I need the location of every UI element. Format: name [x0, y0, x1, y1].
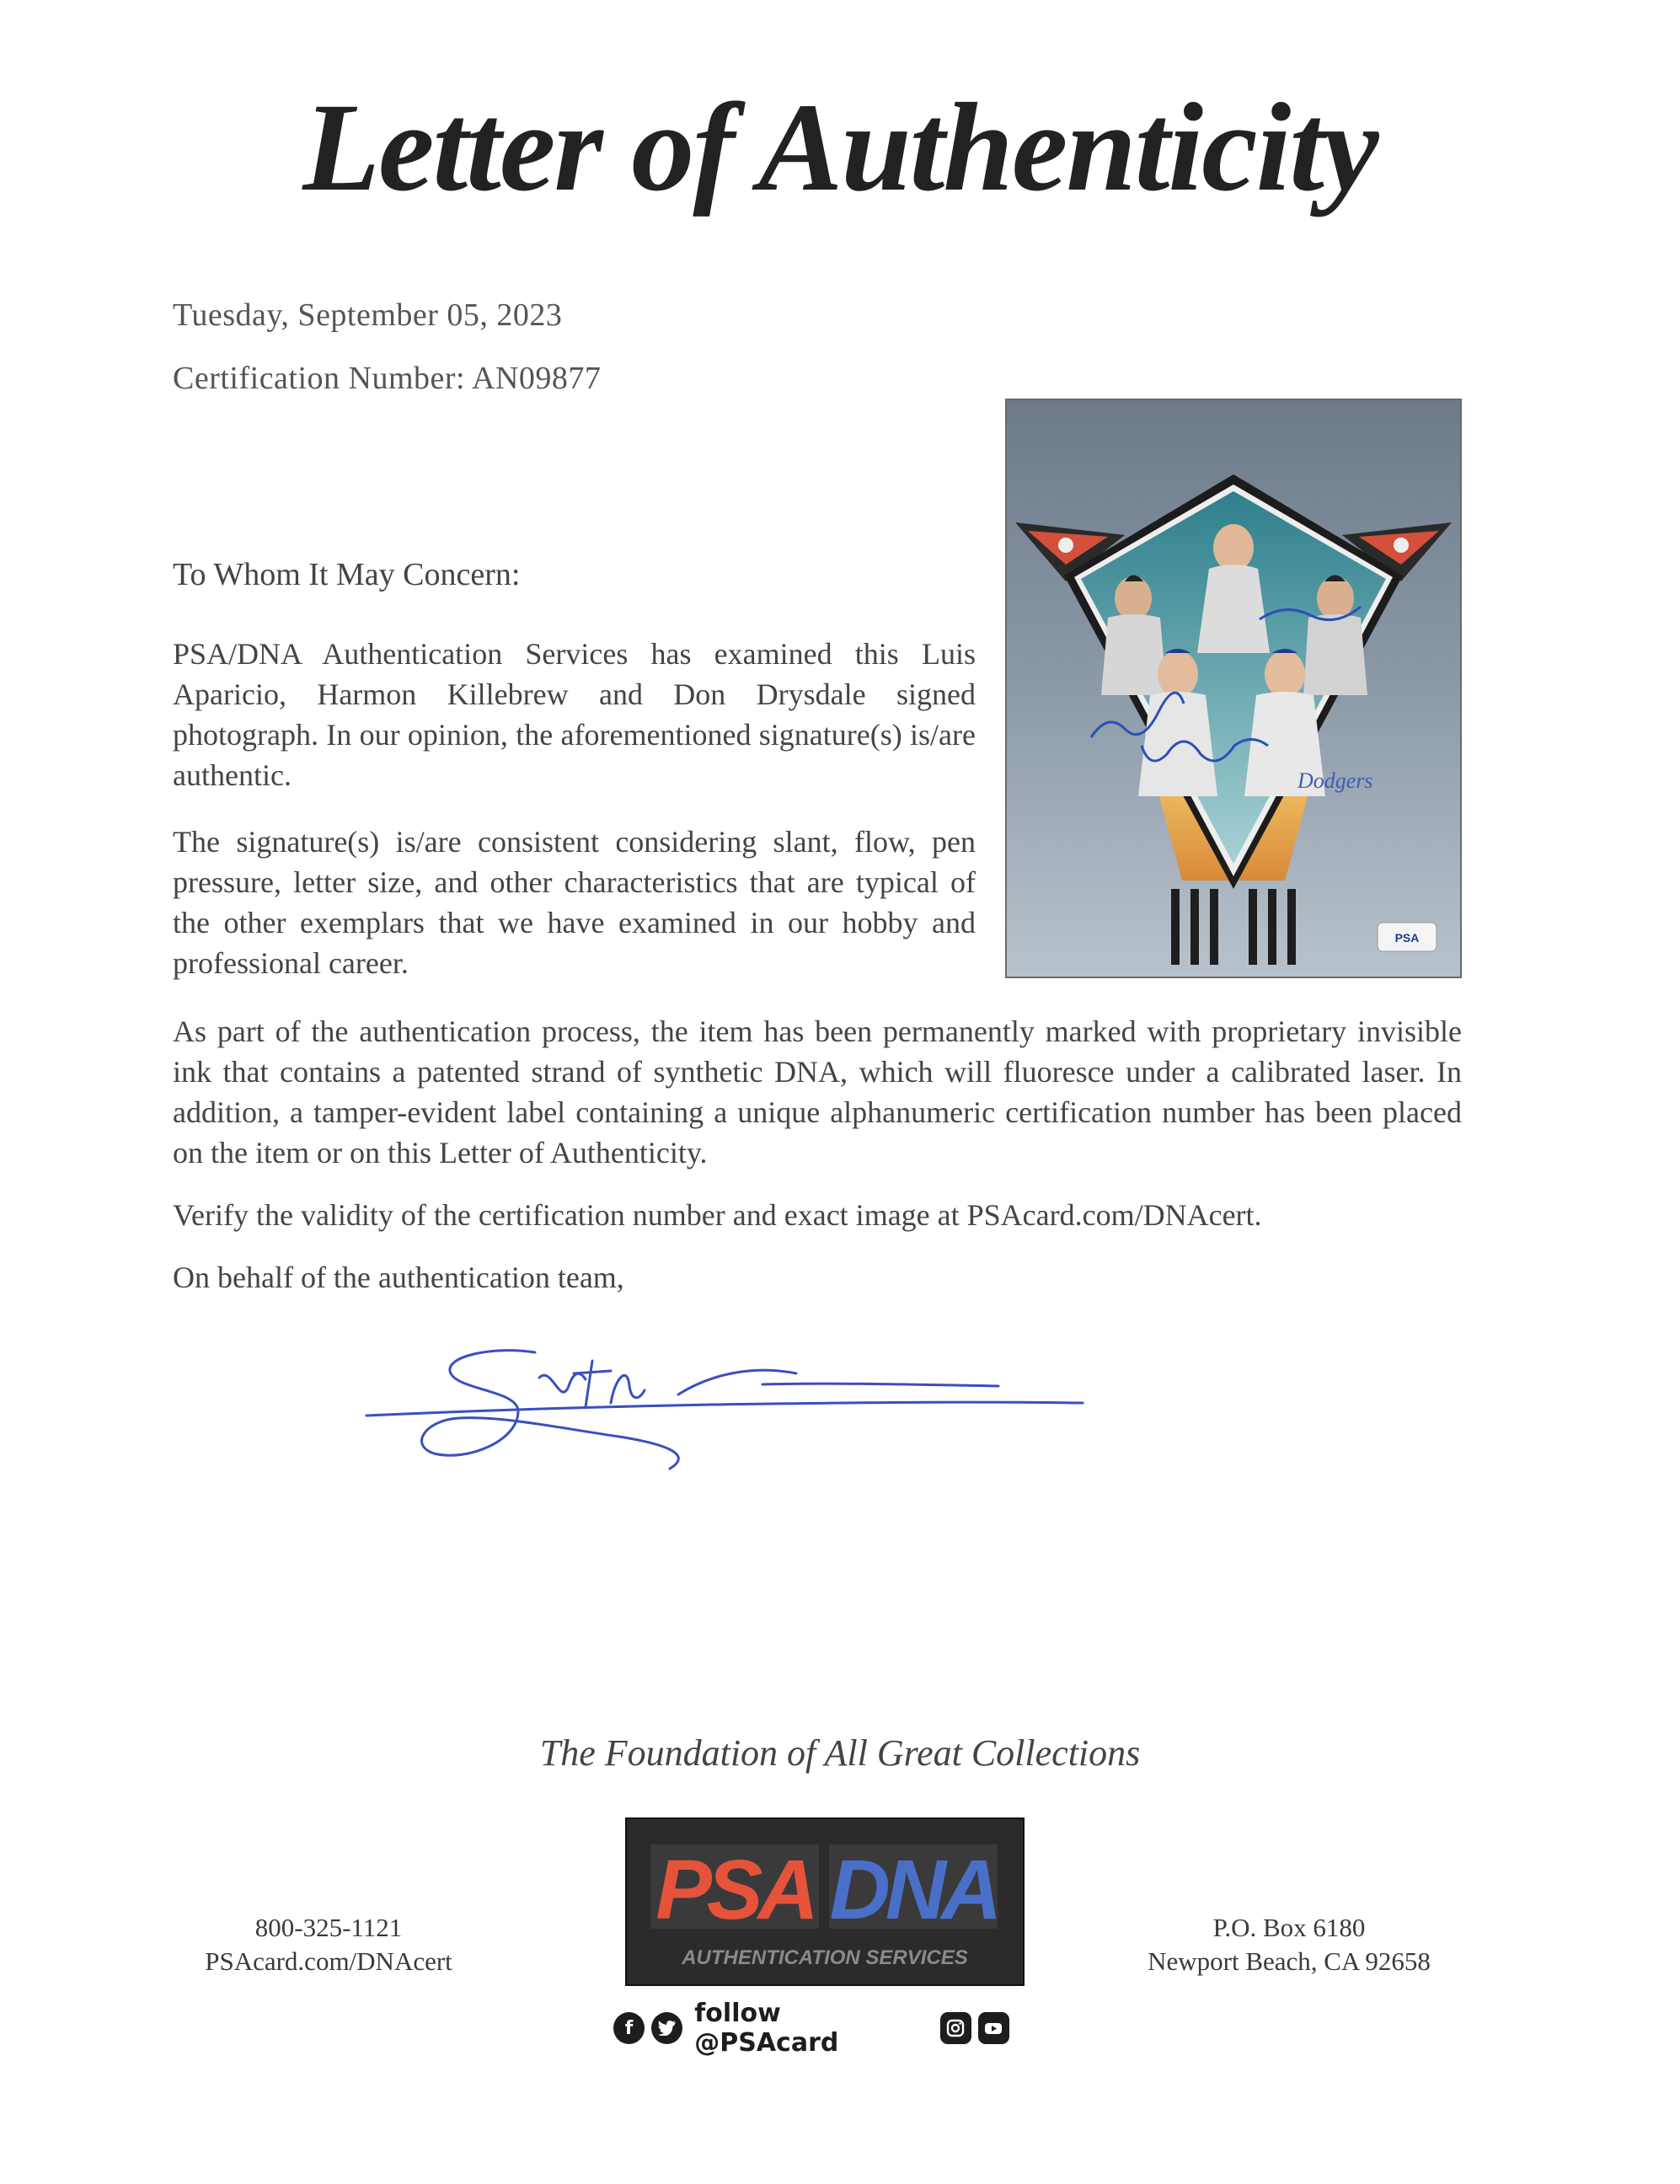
letter-title: [0, 25, 1680, 261]
certification-line: [173, 360, 601, 397]
facebook-icon[interactable]: f: [613, 2012, 645, 2044]
footer-website[interactable]: PSAcard.com/DNAcert: [205, 1946, 452, 1976]
logo-dna-text: DNA: [829, 1843, 998, 1937]
footer-po-box: P.O. Box 6180: [1212, 1913, 1366, 1942]
youtube-icon[interactable]: [978, 2012, 1009, 2044]
social-follow-text[interactable]: follow @PSAcard: [694, 1999, 839, 2058]
footer-tagline: The Foundation of All Great Collections: [539, 1732, 1141, 1774]
footer-phone: 800-325-1121: [254, 1913, 403, 1942]
photograph-artwork: [1007, 400, 1460, 977]
instagram-icon[interactable]: [940, 2012, 971, 2044]
psa-hologram-label: PSA: [1394, 931, 1420, 945]
paragraph-process: As part of the authentication process, the item has been permanently marked with proprietary invisible ink that contains a patented strand of synthetic DNA, which will fluoresce under a calibrated laser. In addition, a tamper-evident label containing a unique alphanumeric certification number has been placed on the item or on this Letter of Authenticity.: [173, 1014, 1462, 1170]
photo-cap-lettering: Dodgers: [1297, 768, 1373, 793]
footer-city: Newport Beach, CA 92658: [1148, 1946, 1431, 1976]
letter-title-text: Letter of Authenticity: [302, 78, 1378, 217]
logo-psa-text: PSA: [655, 1843, 814, 1937]
psa-dna-logo: [625, 1817, 1025, 1986]
paragraph-examined: PSA/DNA Authentication Services has examined this Luis Aparicio, Harmon Killebrew and Don Drysdale signed photograph. In our opinion, the aforementioned signature(s) is/are authentic.: [173, 637, 976, 792]
paragraph-closing: On behalf of the authentication team,: [173, 1261, 624, 1294]
social-bar: [613, 1999, 1009, 2058]
letter-date: Tuesday, September 05, 2023: [173, 297, 563, 333]
logo-subtitle: AUTHENTICATION SERVICES: [682, 1946, 968, 1969]
certification-label: Certification Number:: [173, 361, 466, 396]
signed-photograph: [1005, 399, 1462, 978]
certification-number: AN09877: [472, 361, 602, 396]
twitter-icon[interactable]: [651, 2012, 682, 2044]
handwritten-signature: [358, 1327, 1099, 1479]
footer-contact-right: [1104, 1911, 1474, 1978]
greeting: To Whom It May Concern:: [173, 557, 521, 592]
paragraph-verify: Verify the validity of the certification number and exact image at PSAcard.com/DNAcert.: [173, 1198, 1262, 1232]
paragraph-consistency: The signature(s) is/are consistent considering slant, flow, pen pressure, letter size, and other characteristics that are typical of the other exemplars that we have examined in our hobby and professional career.: [173, 825, 976, 980]
footer-contact-left: [169, 1911, 489, 1978]
